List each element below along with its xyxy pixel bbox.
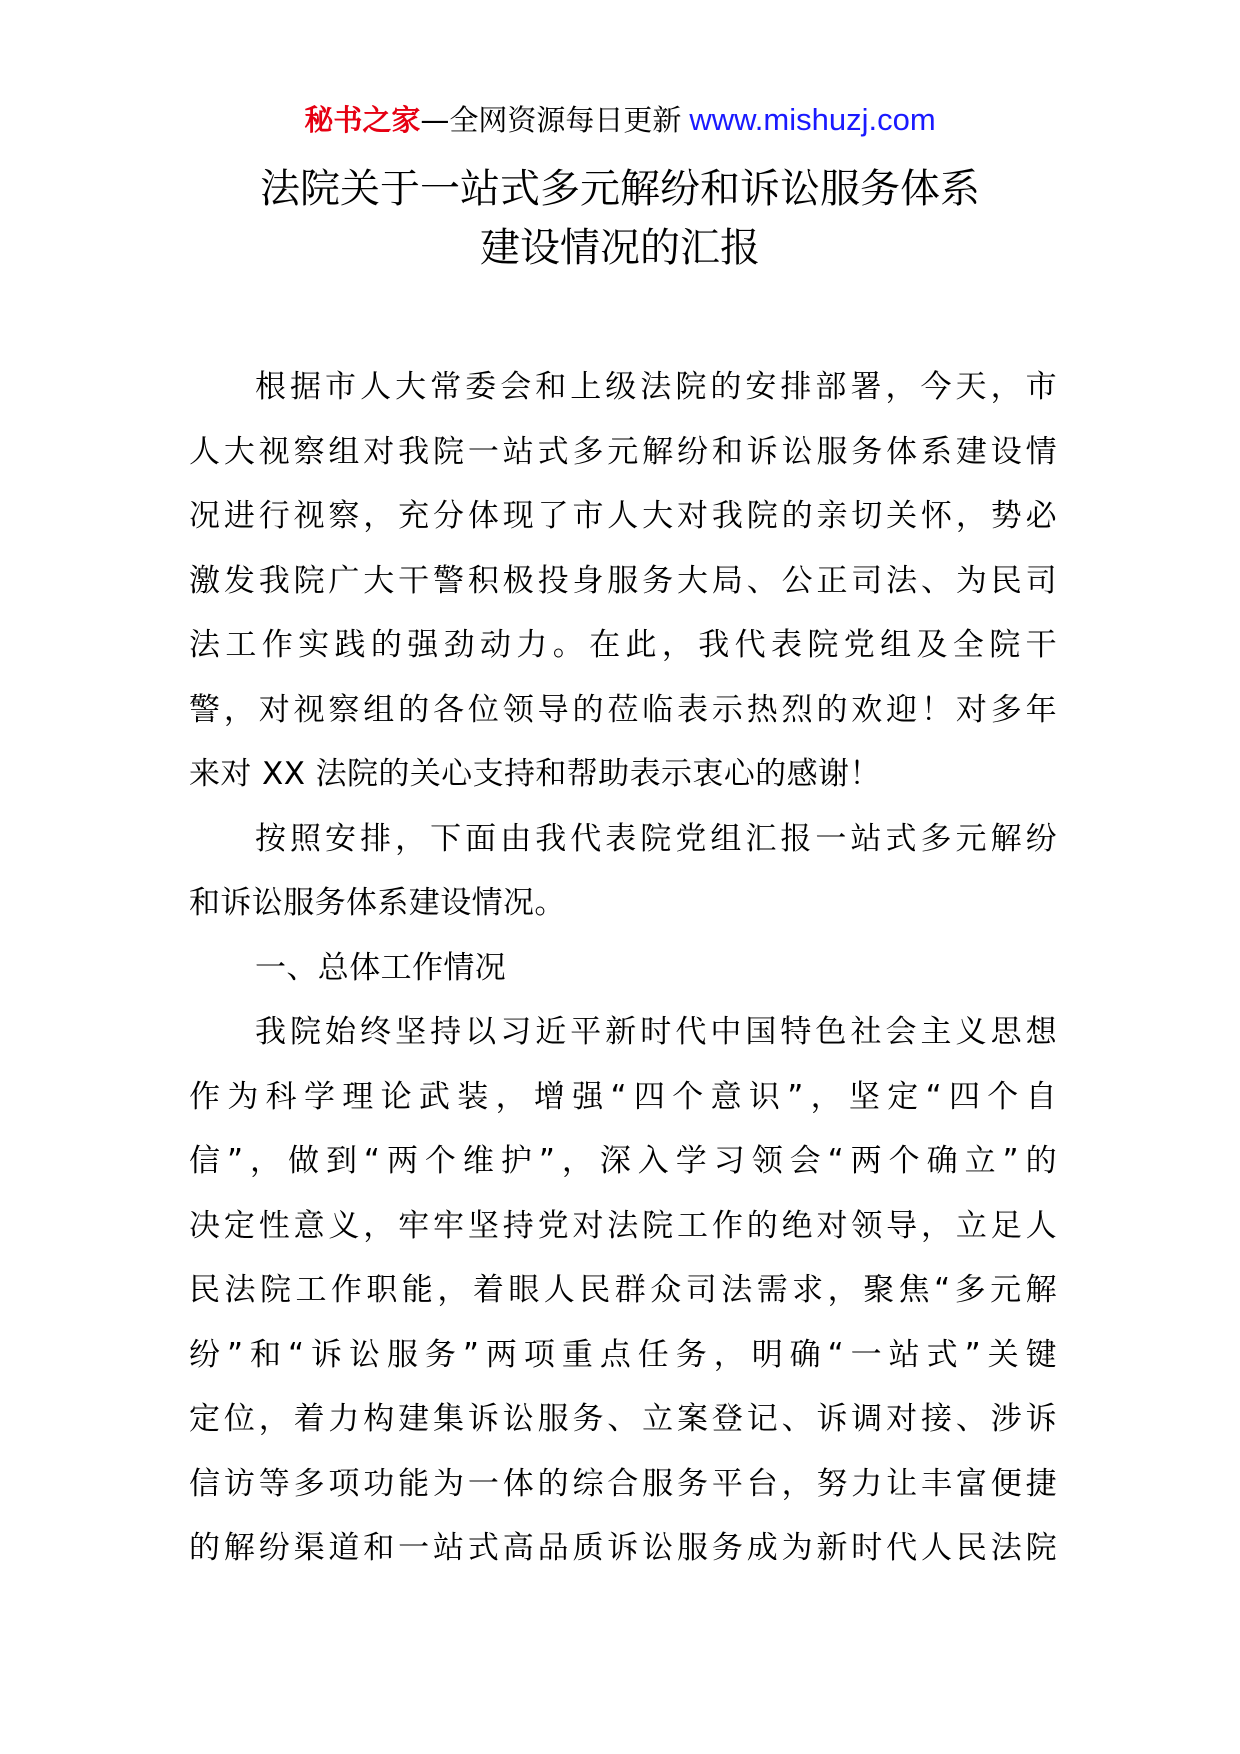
text-line: 作为科学理论武装，增强“四个意识”，坚定“四个自 xyxy=(189,1078,1057,1115)
text-line: 根据市人大常委会和上级法院的安排部署，今天，市 xyxy=(255,369,1057,405)
text-line: 警，对视察组的各位领导的莅临表示热烈的欢迎！对多年 xyxy=(189,691,1057,728)
title-line-2: 建设情况的汇报 xyxy=(480,225,760,271)
text-line: 法工作实践的强劲动力。在此，我代表院党组及全院干 xyxy=(189,627,1057,663)
site-header-banner xyxy=(0,100,1240,140)
text-line: 和诉讼服务体系建设情况。 xyxy=(189,885,566,921)
text-line: 人大视察组对我院一站式多元解纷和诉讼服务体系建设情 xyxy=(189,433,1057,470)
site-url-link[interactable]: www.mishuzj.com xyxy=(689,102,936,137)
paragraph-arrangement xyxy=(189,807,1057,936)
document-title xyxy=(160,160,1080,278)
brand-name: 秘书之家 xyxy=(304,103,421,137)
document-body xyxy=(189,355,1057,1581)
text-line: 决定性意义，牢牢坚持党对法院工作的绝对领导，立足人 xyxy=(189,1207,1057,1244)
text-line: 民法院工作职能，着眼人民群众司法需求，聚焦“多元解 xyxy=(189,1272,1057,1308)
text-line: 信”，做到“两个维护”，深入学习领会“两个确立”的 xyxy=(189,1143,1057,1179)
text-line: 按照安排，下面由我代表院党组汇报一站式多元解纷 xyxy=(255,820,1057,857)
header-tagline: —全网资源每日更新 xyxy=(420,103,682,137)
section-heading xyxy=(189,936,1057,1001)
text-line: 况进行视察，充分体现了市人大对我院的亲切关怀，势必 xyxy=(189,498,1057,534)
title-line-1: 法院关于一站式多元解纷和诉讼服务体系 xyxy=(260,166,980,212)
paragraph-overview xyxy=(189,1000,1057,1581)
paragraph-intro xyxy=(189,355,1057,807)
text-line: 纷”和“诉讼服务”两项重点任务，明确“一站式”关键 xyxy=(189,1336,1057,1373)
text-line: 激发我院广大干警积极投身服务大局、公正司法、为民司 xyxy=(189,562,1057,599)
text-line: 我院始终坚持以习近平新时代中国特色社会主义思想 xyxy=(255,1014,1057,1050)
text-line: 信访等多项功能为一体的综合服务平台，努力让丰富便捷 xyxy=(189,1465,1057,1502)
text-line: 的解纷渠道和一站式高品质诉讼服务成为新时代人民法院 xyxy=(189,1530,1057,1566)
section-heading-text: 一、总体工作情况 xyxy=(255,949,507,986)
text-line: 定位，着力构建集诉讼服务、立案登记、诉调对接、涉诉 xyxy=(189,1401,1057,1437)
text-line: 来对 XX 法院的关心支持和帮助表示衷心的感谢！ xyxy=(189,756,881,792)
